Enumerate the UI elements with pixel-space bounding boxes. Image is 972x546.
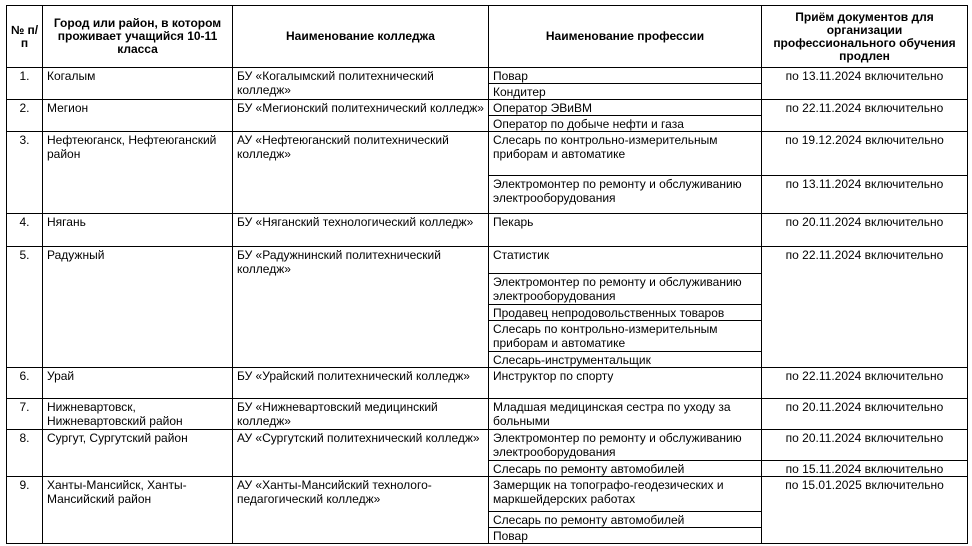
college-cell: АУ «Сургутский политехнический колледж»	[233, 430, 489, 477]
college-cell: БУ «Мегионский политехнический колледж»	[233, 100, 489, 132]
city-cell: Урай	[43, 368, 233, 399]
deadline-cell: по 20.11.2024 включительно	[762, 430, 968, 461]
table-row	[7, 214, 968, 247]
profession-cell: Оператор по добыче нефти и газа	[489, 116, 762, 132]
profession-cell: Электромонтер по ремонту и обслуживанию электрооборудования	[489, 430, 762, 461]
profession-cell: Младшая медицинская сестра по уходу за больными	[489, 399, 762, 430]
profession-cell: Замерщик на топографо-геодезических и маркшейдерских работах	[489, 477, 762, 512]
table-row	[7, 68, 968, 84]
header-deadline: Приём документов для организации профессионального обучения продлен	[762, 6, 968, 68]
city-cell: Сургут, Сургутский район	[43, 430, 233, 477]
profession-cell: Статистик	[489, 247, 762, 274]
row-num: 8.	[7, 430, 43, 477]
row-num: 9.	[7, 477, 43, 544]
city-cell: Радужный	[43, 247, 233, 368]
profession-cell: Кондитер	[489, 84, 762, 100]
colleges-table	[6, 5, 968, 544]
deadline-cell: по 15.01.2025 включительно	[762, 477, 968, 544]
profession-cell: Продавец непродовольственных товаров	[489, 305, 762, 321]
college-cell: БУ «Радужнинский политехнический колледж»	[233, 247, 489, 368]
profession-cell: Слесарь по контрольно-измерительным приборам и автоматике	[489, 321, 762, 352]
row-num: 3.	[7, 132, 43, 214]
college-cell: БУ «Нижневартовский медицинский колледж»	[233, 399, 489, 430]
profession-cell: Слесарь по ремонту автомобилей	[489, 512, 762, 528]
table-body	[7, 68, 968, 544]
table-row	[7, 247, 968, 274]
profession-cell: Пекарь	[489, 214, 762, 247]
profession-cell: Повар	[489, 68, 762, 84]
table-row	[7, 477, 968, 512]
profession-cell: Электромонтер по ремонту и обслуживанию электрооборудования	[489, 176, 762, 214]
row-num: 1.	[7, 68, 43, 100]
college-cell: АУ «Нефтеюганский политехнический колледж»	[233, 132, 489, 214]
city-cell: Когалым	[43, 68, 233, 100]
row-num: 5.	[7, 247, 43, 368]
row-num: 2.	[7, 100, 43, 132]
deadline-cell: по 13.11.2024 включительно	[762, 68, 968, 100]
header-college: Наименование колледжа	[233, 6, 489, 68]
deadline-cell: по 13.11.2024 включительно	[762, 176, 968, 214]
row-num: 7.	[7, 399, 43, 430]
profession-cell: Слесарь-инструментальщик	[489, 352, 762, 368]
city-cell: Нижневартовск, Нижневартовский район	[43, 399, 233, 430]
profession-cell: Повар	[489, 528, 762, 544]
city-cell: Мегион	[43, 100, 233, 132]
header-city: Город или район, в котором проживает учащийся 10-11 класса	[43, 6, 233, 68]
profession-cell: Слесарь по контрольно-измерительным приборам и автоматике	[489, 132, 762, 176]
header-profession: Наименование профессии	[489, 6, 762, 68]
college-cell: БУ «Когалымский политехнический колледж»	[233, 68, 489, 100]
row-num: 6.	[7, 368, 43, 399]
table-row	[7, 368, 968, 399]
deadline-cell: по 19.12.2024 включительно	[762, 132, 968, 176]
college-cell: АУ «Ханты-Мансийский технолого-педагогический колледж»	[233, 477, 489, 544]
deadline-cell: по 22.11.2024 включительно	[762, 247, 968, 368]
profession-cell: Оператор ЭВиВМ	[489, 100, 762, 116]
deadline-cell: по 20.11.2024 включительно	[762, 399, 968, 430]
table-row	[7, 132, 968, 176]
deadline-cell: по 22.11.2024 включительно	[762, 368, 968, 399]
profession-cell: Слесарь по ремонту автомобилей	[489, 461, 762, 477]
profession-cell: Инструктор по спорту	[489, 368, 762, 399]
college-cell: БУ «Няганский технологический колледж»	[233, 214, 489, 247]
city-cell: Ханты-Мансийск, Ханты-Мансийский район	[43, 477, 233, 544]
city-cell: Нягань	[43, 214, 233, 247]
deadline-cell: по 20.11.2024 включительно	[762, 214, 968, 247]
college-cell: БУ «Урайский политехнический колледж»	[233, 368, 489, 399]
table-row	[7, 430, 968, 461]
deadline-cell: по 22.11.2024 включительно	[762, 100, 968, 132]
table-row	[7, 399, 968, 430]
table-row	[7, 100, 968, 116]
header-row	[7, 6, 968, 68]
profession-cell: Электромонтер по ремонту и обслуживанию электрооборудования	[489, 274, 762, 305]
header-num: № п/п	[7, 6, 43, 68]
row-num: 4.	[7, 214, 43, 247]
city-cell: Нефтеюганск, Нефтеюганский район	[43, 132, 233, 214]
deadline-cell: по 15.11.2024 включительно	[762, 461, 968, 477]
